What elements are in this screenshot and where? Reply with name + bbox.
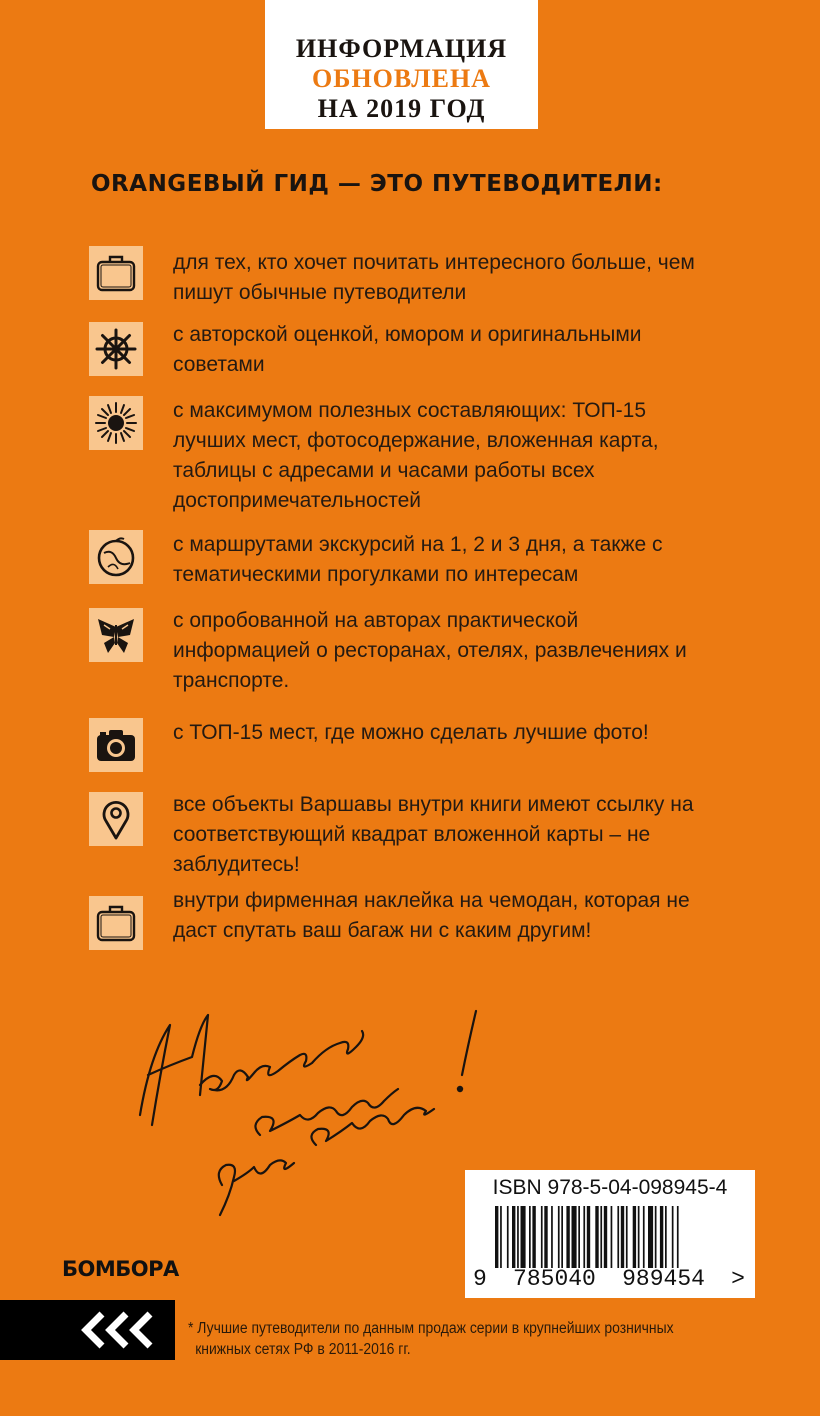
barcode-bar (617, 1206, 619, 1268)
suitcase-icon (94, 251, 138, 295)
barcode-bar (566, 1206, 569, 1268)
feature-icon-box-7 (89, 792, 143, 846)
badge-line-3: НА 2019 ГОД (317, 94, 486, 123)
barcode-bar (517, 1206, 519, 1268)
barcode-bar (604, 1206, 607, 1268)
suitcase-icon (94, 901, 138, 945)
feature-icon-box-2 (89, 322, 143, 376)
barcode-bar (665, 1206, 667, 1268)
barcode-bar (643, 1206, 645, 1268)
ship-wheel-icon (94, 327, 138, 371)
barcode-bar (633, 1206, 636, 1268)
footnote-line-1: * Лучшие путеводители по данным продаж серии в крупнейших розничных (188, 1320, 674, 1337)
barcode-bar (500, 1206, 502, 1268)
barcode-bar (611, 1206, 613, 1268)
triple-chevron-left-icon (78, 1310, 164, 1350)
barcode-bar (551, 1206, 553, 1268)
butterfly-icon (94, 613, 138, 657)
barcode-bar (512, 1206, 515, 1268)
barcode-bar (544, 1206, 547, 1268)
fruit-icon (94, 535, 138, 579)
map-pin-icon (94, 797, 138, 841)
barcode-bar (532, 1206, 535, 1268)
barcode-bar (578, 1206, 580, 1268)
barcode-bar (507, 1206, 509, 1268)
feature-text-6: с ТОП-15 мест, где можно сделать лучшие фото! (173, 721, 649, 744)
chevron-strip (0, 1300, 175, 1360)
footnote-line-2: книжных сетях РФ в 2011-2016 гг. (195, 1341, 411, 1358)
barcode-bar (561, 1206, 563, 1268)
isbn-label: ISBN 978-5-04-098945-4 (492, 1176, 728, 1199)
camera-icon (94, 723, 138, 767)
feature-text-2: с авторской оценкой, юмором и оригинальными советами (173, 323, 642, 376)
barcode-bar (672, 1206, 674, 1268)
barcode-digit-group-1: 785040 (513, 1266, 596, 1292)
barcode-bar (626, 1206, 628, 1268)
feature-icon-box-8 (89, 896, 143, 950)
badge-line-1: ИНФОРМАЦИЯ (295, 34, 508, 63)
update-badge (265, 0, 538, 129)
feature-text-1: для тех, кто хочет почитать интересного больше, чем пишут обычные путеводители (173, 251, 695, 304)
feature-icon-box-5 (89, 608, 143, 662)
barcode-bar (572, 1206, 577, 1268)
sun-icon (94, 401, 138, 445)
barcode-bar (677, 1206, 679, 1268)
feature-icon-box-3 (89, 396, 143, 450)
feature-icon-box-6 (89, 718, 143, 772)
barcode-digits (473, 1266, 755, 1292)
handwritten-signature (130, 985, 490, 1225)
barcode-bar (521, 1206, 526, 1268)
barcode-bar (595, 1206, 598, 1268)
barcode-quiet-zone-mark: > (731, 1266, 745, 1292)
feature-icon-box-1 (89, 246, 143, 300)
series-heading: ORANGEВЫЙ ГИД — ЭТО ПУТЕВОДИТЕЛИ: (91, 171, 663, 197)
barcode-bar (541, 1206, 543, 1268)
feature-icon-box-4 (89, 530, 143, 584)
feature-text-7: все объекты Варшавы внутри книги имеют ссылку на соответствующий квадрат вложенной карты – не заблудитесь! (173, 793, 694, 876)
feature-text-3: с максимумом полезных составляющих: ТОП-15 лучших мест, фотосодержание, вложенная карта, таблицы с адресами и часами работы всех достопримечательностей (173, 399, 659, 512)
feature-text-5: с опробованной на авторах практической информацией о ресторанах, отелях, развлечениях и транспорте. (173, 609, 687, 692)
barcode-bar (529, 1206, 531, 1268)
badge-line-2: ОБНОВЛЕНА (312, 64, 491, 93)
barcode-bar (660, 1206, 663, 1268)
barcode-bar (558, 1206, 560, 1268)
barcode-digit-lead: 9 (473, 1266, 487, 1292)
publisher-logo: БОМБОРА (62, 1257, 179, 1281)
barcode-bar (648, 1206, 653, 1268)
barcode-bar (638, 1206, 640, 1268)
barcode-bar (587, 1206, 590, 1268)
barcode-bar (621, 1206, 624, 1268)
feature-text-8: внутри фирменная наклейка на чемодан, которая не даст спутать ваш багаж ни с каким другим! (173, 889, 690, 942)
barcode-bar (495, 1206, 498, 1268)
barcode-bar (583, 1206, 585, 1268)
feature-text-4: с маршрутами экскурсий на 1, 2 и 3 дня, а также с тематическими прогулками по интересам (173, 533, 663, 586)
footnote (188, 1318, 737, 1360)
barcode-digit-group-2: 989454 (622, 1266, 705, 1292)
barcode (495, 1206, 731, 1268)
barcode-bar (655, 1206, 657, 1268)
barcode-bar (600, 1206, 602, 1268)
isbn-barcode-box (465, 1170, 755, 1298)
